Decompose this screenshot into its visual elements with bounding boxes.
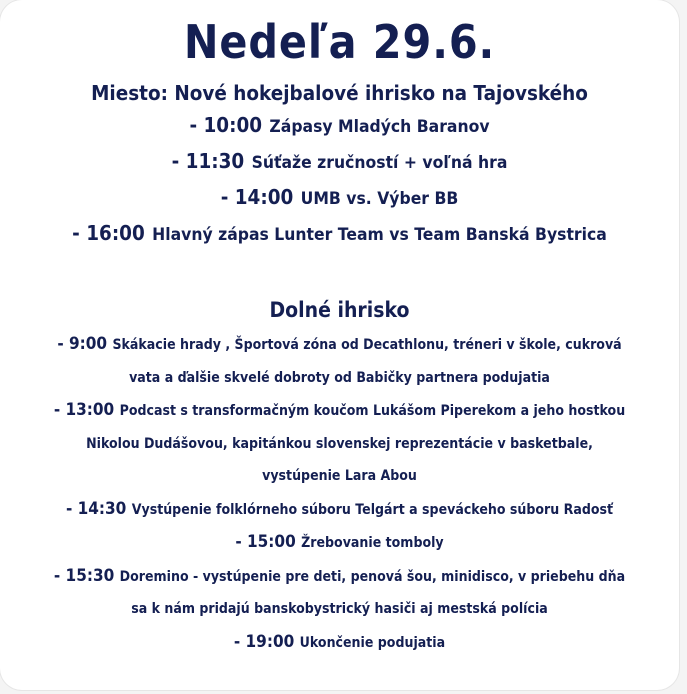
schedule-time: - 11:30 — [171, 149, 245, 173]
schedule-description: sa k nám pridajú banskobystrický hasiči aj mestská polícia — [131, 601, 548, 617]
schedule-time: - 16:00 — [72, 221, 145, 245]
schedule-description: Zápasy Mladých Baranov — [269, 117, 490, 137]
schedule-item-line — [34, 560, 645, 594]
schedule-time: - 9:00 — [57, 334, 108, 354]
schedule-description: Skákacie hrady , Športová zóna od Decathlonu, tréneri v škole, cukrová — [112, 337, 622, 353]
schedule-description: Vystúpenie folklórneho súboru Telgárt a speváckeho súboru Radosť — [131, 501, 614, 518]
schedule-description: Žrebovanie tomboly — [301, 535, 444, 551]
schedule-description: vystúpenie Lara Abou — [262, 468, 417, 484]
schedule-item-line — [34, 460, 645, 493]
schedule-time: - 19:00 — [233, 631, 295, 652]
schedule-description: Doremino - vystúpenie pre deti, penová šou, minidisco, v priebehu dňa — [119, 568, 626, 585]
schedule-description: Podcast s transformačným koučom Lukášom Piperekom a jeho hostkou — [119, 403, 626, 419]
schedule-item-line — [34, 394, 645, 428]
schedule-item-line — [34, 626, 645, 660]
schedule-time: - 13:00 — [53, 400, 115, 420]
page-title: Nedeľa 29.6. — [183, 15, 496, 69]
schedule-time: - 15:30 — [53, 565, 115, 586]
schedule-description: Ukončenie podujatia — [299, 634, 446, 651]
schedule-item-line — [34, 428, 645, 461]
venue-schedule-list — [0, 108, 679, 252]
schedule-description: Súťaže zručností + voľná hra — [251, 153, 508, 173]
schedule-item — [27, 216, 652, 252]
schedule-item-line — [34, 362, 645, 395]
schedule-item-line — [34, 526, 645, 560]
schedule-description: UMB vs. Výber BB — [300, 189, 459, 209]
schedule-time: - 15:00 — [235, 532, 296, 552]
schedule-time: - 10:00 — [189, 113, 263, 137]
schedule-item — [27, 108, 652, 144]
schedule-item-line — [34, 328, 645, 362]
schedule-item-line — [34, 593, 645, 626]
schedule-time: - 14:00 — [220, 185, 294, 209]
schedule-description: vata a ďalšie skvelé dobroty od Babičky partnera podujatia — [129, 369, 550, 386]
schedule-item — [27, 180, 652, 216]
schedule-description: Nikolou Dudášovou, kapitánkou slovenskej reprezentácie v basketbale, — [86, 435, 593, 452]
section-heading: Dolné ihrisko — [269, 298, 410, 322]
venue-heading: Miesto: Nové hokejbalové ihrisko na Tajovského — [91, 81, 588, 105]
schedule-time: - 14:30 — [65, 498, 127, 519]
schedule-item — [27, 144, 652, 180]
schedule-description: Hlavný zápas Lunter Team vs Team Banská Bystrica — [152, 225, 607, 245]
schedule-item-line — [34, 493, 645, 527]
lower-field-schedule-list — [0, 328, 679, 659]
